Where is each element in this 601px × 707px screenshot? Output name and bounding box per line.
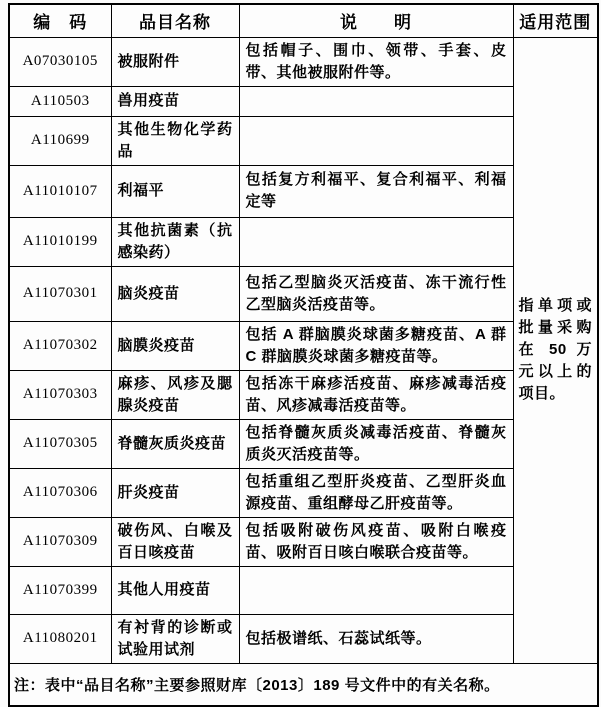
cell-name: 其他生物化学药品 bbox=[111, 116, 239, 165]
cell-code: A11070301 bbox=[9, 266, 111, 321]
cell-code: A11070302 bbox=[9, 321, 111, 370]
cell-code: A11010107 bbox=[9, 165, 111, 217]
cell-description: 包括重组乙型肝炎疫苗、乙型肝炎血源疫苗、重组酵母乙肝疫苗等。 bbox=[239, 468, 513, 517]
cell-description: 包括吸附破伤风疫苗、吸附白喉疫苗、吸附百日咳白喉联合疫苗等。 bbox=[239, 517, 513, 566]
cell-name: 脊髓灰质炎疫苗 bbox=[111, 419, 239, 468]
cell-description bbox=[239, 217, 513, 266]
cell-description: 包括 A 群脑膜炎球菌多糖疫苗、A 群 C 群脑膜炎球菌多糖疫苗等。 bbox=[239, 321, 513, 370]
table-row bbox=[9, 566, 598, 614]
cell-code: A11070399 bbox=[9, 566, 111, 614]
cell-code: A110699 bbox=[9, 116, 111, 165]
table-row bbox=[9, 86, 598, 116]
table-row bbox=[9, 116, 598, 165]
cell-description bbox=[239, 116, 513, 165]
table-row bbox=[9, 266, 598, 321]
cell-description bbox=[239, 86, 513, 116]
table-header-row bbox=[9, 4, 598, 37]
table-row bbox=[9, 419, 598, 468]
header-code: 编 码 bbox=[9, 4, 111, 37]
procurement-catalog-table bbox=[8, 3, 599, 707]
table-row bbox=[9, 517, 598, 566]
cell-code: A11070309 bbox=[9, 517, 111, 566]
table-row bbox=[9, 217, 598, 266]
cell-name: 脑炎疫苗 bbox=[111, 266, 239, 321]
cell-name: 肝炎疫苗 bbox=[111, 468, 239, 517]
table-row bbox=[9, 370, 598, 419]
table-row bbox=[9, 614, 598, 663]
cell-description: 包括冻干麻疹活疫苗、麻疹减毒活疫苗、风疹减毒活疫苗等。 bbox=[239, 370, 513, 419]
cell-code: A11070305 bbox=[9, 419, 111, 468]
table-row bbox=[9, 37, 598, 86]
scope-merged-cell: 指单项或批量采购在 50 万元以上的项目。 bbox=[513, 37, 598, 663]
cell-name: 破伤风、白喉及百日咳疫苗 bbox=[111, 517, 239, 566]
cell-name: 兽用疫苗 bbox=[111, 86, 239, 116]
cell-code: A110503 bbox=[9, 86, 111, 116]
cell-description: 包括极谱纸、石蕊试纸等。 bbox=[239, 614, 513, 663]
table-row bbox=[9, 468, 598, 517]
cell-code: A07030105 bbox=[9, 37, 111, 86]
cell-name: 麻疹、风疹及腮腺炎疫苗 bbox=[111, 370, 239, 419]
footnote: 注：表中“品目名称”主要参照财库〔2013〕189 号文件中的有关名称。 bbox=[9, 663, 598, 706]
cell-name: 有衬背的诊断或试验用试剂 bbox=[111, 614, 239, 663]
table-row bbox=[9, 321, 598, 370]
cell-description: 包括帽子、围巾、领带、手套、皮带、其他被服附件等。 bbox=[239, 37, 513, 86]
cell-name: 被服附件 bbox=[111, 37, 239, 86]
cell-name: 利福平 bbox=[111, 165, 239, 217]
header-description: 说 明 bbox=[239, 4, 513, 37]
cell-code: A11080201 bbox=[9, 614, 111, 663]
cell-description: 包括乙型脑炎灭活疫苗、冻干流行性乙型脑炎活疫苗等。 bbox=[239, 266, 513, 321]
cell-description: 包括脊髓灰质炎减毒活疫苗、脊髓灰质炎灭活疫苗等。 bbox=[239, 419, 513, 468]
cell-description bbox=[239, 566, 513, 614]
header-scope: 适用范围 bbox=[513, 4, 598, 37]
cell-code: A11010199 bbox=[9, 217, 111, 266]
cell-code: A11070306 bbox=[9, 468, 111, 517]
cell-name: 其他人用疫苗 bbox=[111, 566, 239, 614]
cell-description: 包括复方利福平、复合利福平、利福定等 bbox=[239, 165, 513, 217]
table-row bbox=[9, 165, 598, 217]
header-name: 品目名称 bbox=[111, 4, 239, 37]
cell-name: 其他抗菌素（抗感染药） bbox=[111, 217, 239, 266]
cell-name: 脑膜炎疫苗 bbox=[111, 321, 239, 370]
cell-code: A11070303 bbox=[9, 370, 111, 419]
